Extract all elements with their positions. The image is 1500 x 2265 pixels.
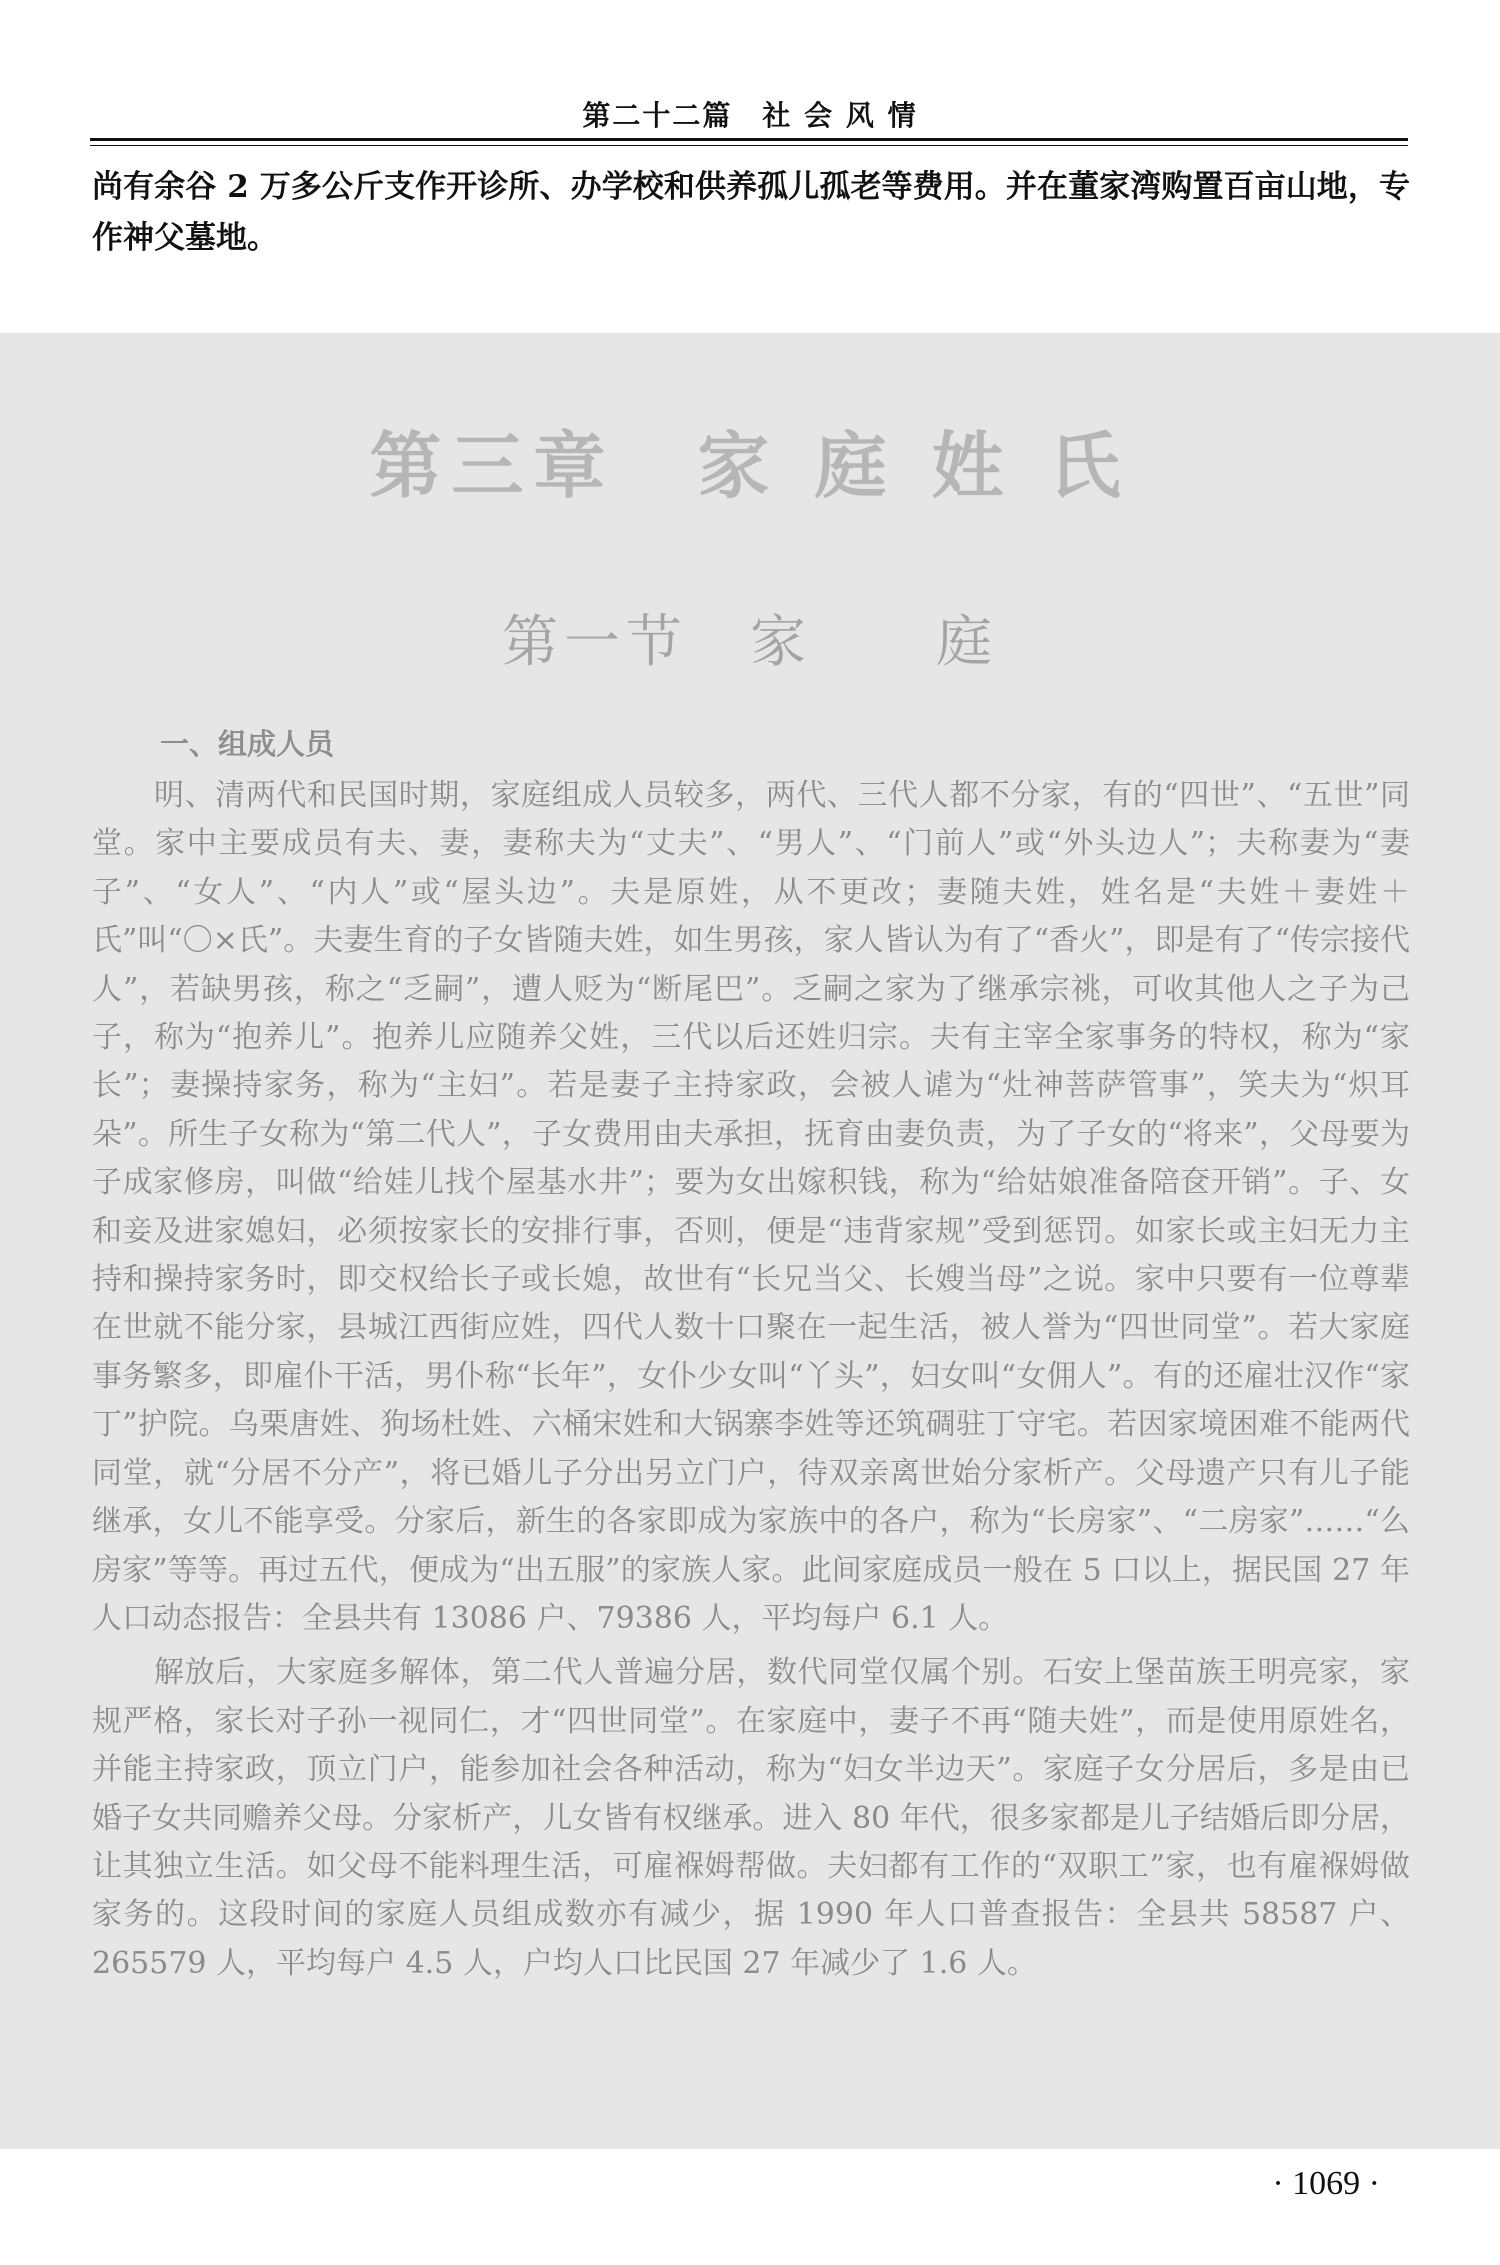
body-paragraph: 明、清两代和民国时期，家庭组成人员较多，两代、三代人都不分家，有的“四世”、“五世”同堂。家中主要成员有夫、妻，妻称夫为“丈夫”、“男人”、“门前人”或“外头边人”；夫称妻为“妻子”、“女人”、“内人”或“屋头边”。夫是原姓，从不更改；妻随夫姓，姓名是“夫姓＋妻姓＋氏”叫“〇×氏”。夫妻生育的子女皆随夫姓，如生男孩，家人皆认为有了“香火”，即是有了“传宗接代人”，若缺男孩，称之“乏嗣”，遭人贬为“断尾巴”。乏嗣之家为了继承宗祧，可收其他人之子为己子，称为“抱养儿”。抱养儿应随养父姓，三代以后还姓归宗。夫有主宰全家事务的特权，称为“家长”；妻操持家务，称为“主妇”。若是妻子主持家政，会被人谑为“灶神菩萨管事”，笑夫为“炽耳朵”。所生子女称为“第二代人”，子女费用由夫承担，抚育由妻负责，为了子女的“将来”，父母要为子成家修房，叫做“给娃儿找个屋基水井”；要为女出嫁积钱，称为“给姑娘准备陪奁开销”。子、女和妾及进家媳妇，必须按家长的安排行事，否则，便是“违背家规”受到惩罚。如家长或主妇无力主持和操持家务时，即交权给长子或长媳，故世有“长兄当父、长嫂当母”之说。家中只要有一位尊辈在世就不能分家，县城江西街应姓，四代人数十口聚在一起生活，被人誉为“四世同堂”。若大家庭事务繁多，即雇仆干活，男仆称“长年”，女仆少女叫“丫头”，妇女叫“女佣人”。有的还雇壮汉作“家丁”护院。乌栗唐姓、狗场杜姓、六桶宋姓和大锅寨李姓等还筑碉驻丁守宅。若因家境困难不能两代同堂，就“分居不分产”，将已婚儿子分出另立门户，待双亲离世始分家析产。父母遗产只有儿子能继承，女儿不能享受。分家后，新生的各家即成为家族中的各户，称为“长房家”、“二房家”……“么房家”等等。再过五代，便成为“出五服”的家族人家。此间家庭成员一般在 5 口以上，据民国 27 年人口动态报告：全县共有 13086 户、79386 人，平均每户 6.1 人。 xyxy=(92,778,1410,1636)
body-text xyxy=(92,772,1410,1994)
header-rule-thick xyxy=(90,138,1408,141)
page-number: · 1069 · xyxy=(1272,2165,1380,2202)
header-rule-thin xyxy=(90,145,1408,146)
chapter-title: 第三章 家 庭 姓 氏 xyxy=(369,424,1131,508)
lead-paragraph: 尚有余谷 2 万多公斤支作开诊所、办学校和供养孤儿孤老等费用。并在董家湾购置百亩山地，专作神父墓地。 xyxy=(92,169,1410,256)
running-header: 第二十二篇 社 会 风 情 xyxy=(582,99,918,132)
body-paragraph: 解放后，大家庭多解体，第二代人普遍分居，数代同堂仅属个别。石安上堡苗族王明亮家，家规严格，家长对子孙一视同仁，才“四世同堂”。在家庭中，妻子不再“随夫姓”，而是使用原姓名，并能主持家政，顶立门户，能参加社会各种活动，称为“妇女半边天”。家庭子女分居后，多是由已婚子女共同赡养父母。分家析产，儿女皆有权继承。进入 80 年代，很多家都是儿子结婚后即分居，让其独立生活。如父母不能料理生活，可雇褓姆帮做。夫妇都有工作的“双职工”家，也有雇褓姆做家务的。这段时间的家庭人员组成数亦有减少，据 1990 年人口普查报告：全县共 58587 户、265579 人，平均每户 4.5 人，户均人口比民国 27 年减少了 1.6 人。 xyxy=(92,1655,1410,1981)
subsection-heading: 一、组成人员 xyxy=(160,727,335,761)
section-title: 第一节 家 庭 xyxy=(502,610,998,675)
